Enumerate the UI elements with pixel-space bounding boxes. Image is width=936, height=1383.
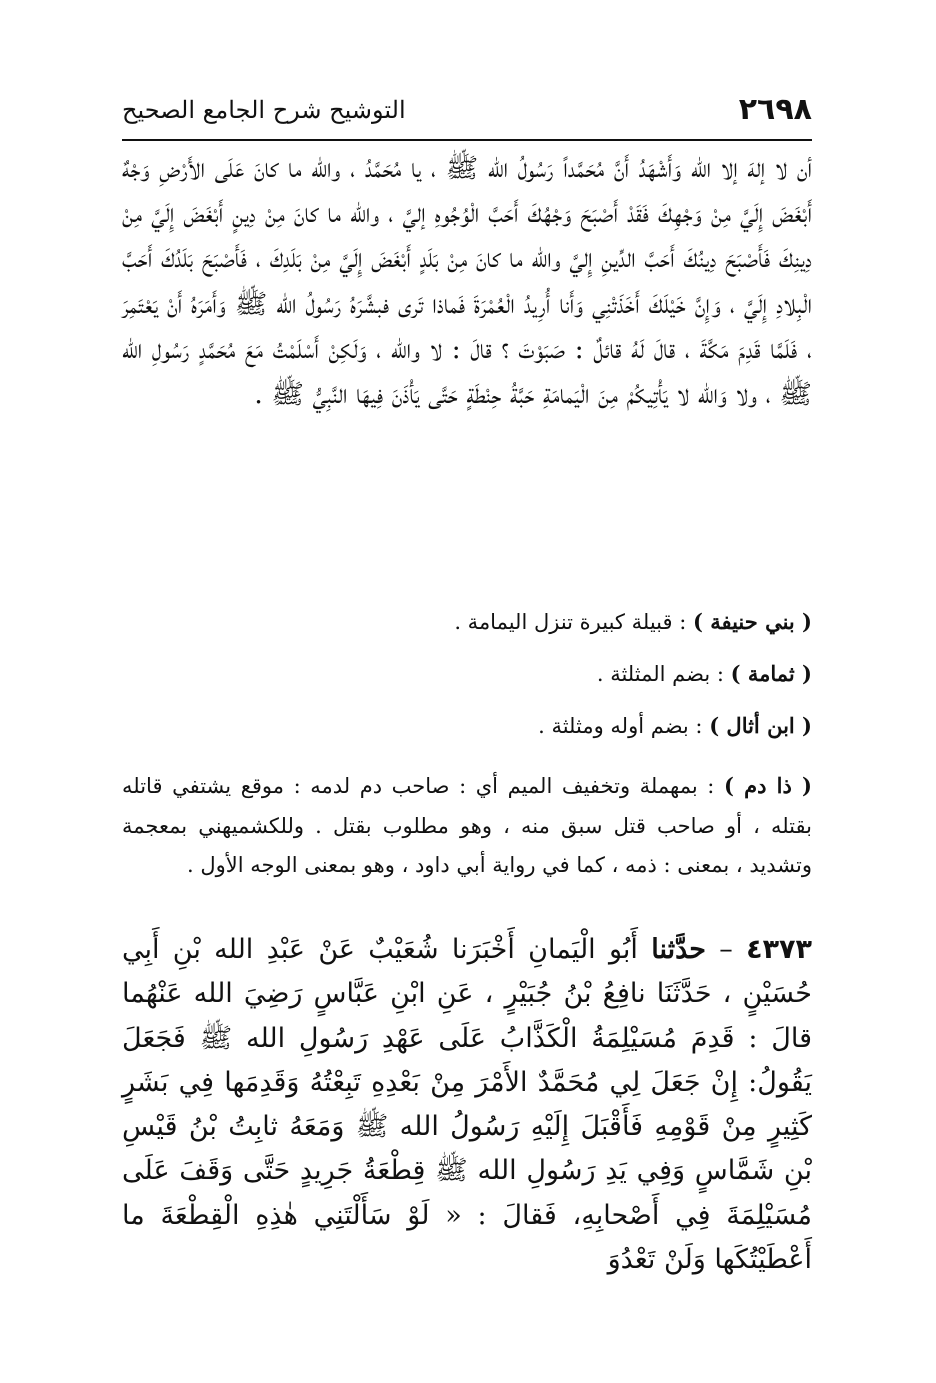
glossary-definition: : بمهملة وتخفيف الميم أي : صاحب دم لدمه : موقع يشتفي قاتله بقتله ، أو صاحب قتل سبق منه ، وهو مطلوب بقتل . وللكشميهني بمعجمة وتشديد ، بمعنى : ذمه ، كما في رواية أبي داود ، وهو بمعنى الوجه الأول . xyxy=(122,774,812,877)
hadith-paragraph xyxy=(122,928,812,1282)
header-rule xyxy=(122,139,812,141)
book-title: التوشيح شرح الجامع الصحيح xyxy=(122,96,406,124)
glossary-definition: : بضم المثلثة . xyxy=(596,662,731,686)
hadith-number: ٤٣٧٣ xyxy=(746,934,813,965)
glossary-term: ( بني حنيفة ) xyxy=(692,609,812,634)
hadith-body: أَبُو الْيَمانِ أَخْبَرَنا شُعَيْبٌ عَنْ عَبْدِ الله بْنِ أَبِي حُسَيْنٍ ، حَدَّثَنَا نافِعُ بْنُ جُبَيْرٍ ، عَنِ ابْنِ عَبَّاسٍ رَضِيَ الله عَنْهُما قالَ : قَدِمَ مُسَيْلِمَةُ الْكَذَّابُ عَلَى عَهْدِ رَسُولِ الله ﷺ فَجَعَلَ يَقُولُ: إِنْ جَعَلَ لِي مُحَمَّدٌ الأَمْرَ مِنْ بَعْدِهِ تَبِعْتُهُ وَقَدِمَها فِي بَشَرٍ كَثِيرٍ مِنْ قَوْمِهِ فَأَقْبَلَ إِلَيْهِ رَسُولُ الله ﷺ وَمَعَهُ ثابِتُ بْنُ قَيْسِ بْنِ شَمَّاسٍ وَفِي يَدِ رَسُولِ الله ﷺ قِطْعَةُ جَرِيدٍ حَتَّى وَقَفَ عَلَى مُسَيْلِمَةَ فِي أَصْحابِهِ، فَقالَ : « لَوْ سَأَلْتَنِي هٰذِهِ الْقِطْعَةَ ما أَعْطَيْتُكَها وَلَنْ تَعْدُوَ xyxy=(122,934,812,1276)
glossary-entry xyxy=(122,602,812,654)
glossary xyxy=(122,602,812,886)
glossary-term: ( ثمامة ) xyxy=(730,661,812,686)
hadith-4373 xyxy=(122,928,812,1282)
page-number: ٢٦٩٨ xyxy=(738,92,812,127)
narration-verb: حدَّثنا xyxy=(651,934,706,965)
running-header xyxy=(122,92,812,134)
hadith-paragraph: أن لا إلهَ إلا الله وَأَشْهَدُ أَنَّ مُحَمَّداً رَسُولُ الله ﷺ ، يا مُحَمَّدُ ، والله ما كانَ عَلَى الأَرْضِ وَجْهٌ أَبْغَضَ إِلَيَّ مِنْ وَجْهِكَ فَقَدْ أَصْبَحَ وَجْهُكَ أَحَبَّ الْوُجُوهِ إليَّ ، والله ما كانَ مِنْ دِينٍ أَبْغَضَ إِلَيَّ مِنْ دِينِكَ فَأَصْبَحَ دِينُكَ أَحَبَّ الدِّينِ إِليَّ والله ما كانَ مِنْ بَلَدٍ أَبْغَضَ إِلَيَّ مِنْ بَلَدِكَ ، فَأَصْبَحَ بَلَدُكَ أَحَبَّ الْبِلادِ إِلَيَّ ، وَإِنَّ خَيْلَكَ أَخَذَتْنِي وَأَنا أُرِيدُ الْعُمْرَةَ فَماذا تَرى فبشَّرَهُ رَسُولُ الله ﷺ وَأَمَرَهُ أَنْ يَعْتَمِرَ ، فَلَمَّا قَدِمَ مَكَّةَ ، قالَ لَهُ قائلٌ : صَبَوْتَ ؟ قالَ : لا والله ، وَلَكِنْ أَسْلَمْتُ مَعَ مُحَمَّدٍ رَسُولِ الله ﷺ ، ولا وَالله لا يَأْتِيكُمْ مِنَ الْيَمامَةِ حَبَّةُ حِنْطَةٍ حَتَّى يَأْذَنَ فِيهَا النَّبِيُّ ﷺ . xyxy=(122,153,812,411)
hadith-continuation xyxy=(122,146,812,417)
glossary-entry xyxy=(122,654,812,706)
glossary-term: ( ابن أثال ) xyxy=(709,713,812,738)
glossary-entry xyxy=(122,706,812,758)
hadith-dash: – xyxy=(706,934,747,965)
glossary-term: ( ذا دم ) xyxy=(723,773,812,798)
glossary-definition: : بضم أوله ومثلثة . xyxy=(538,714,710,738)
glossary-definition: : قبيلة كبيرة تنزل اليمامة . xyxy=(454,610,693,634)
glossary-entry-paragraph xyxy=(122,766,812,886)
